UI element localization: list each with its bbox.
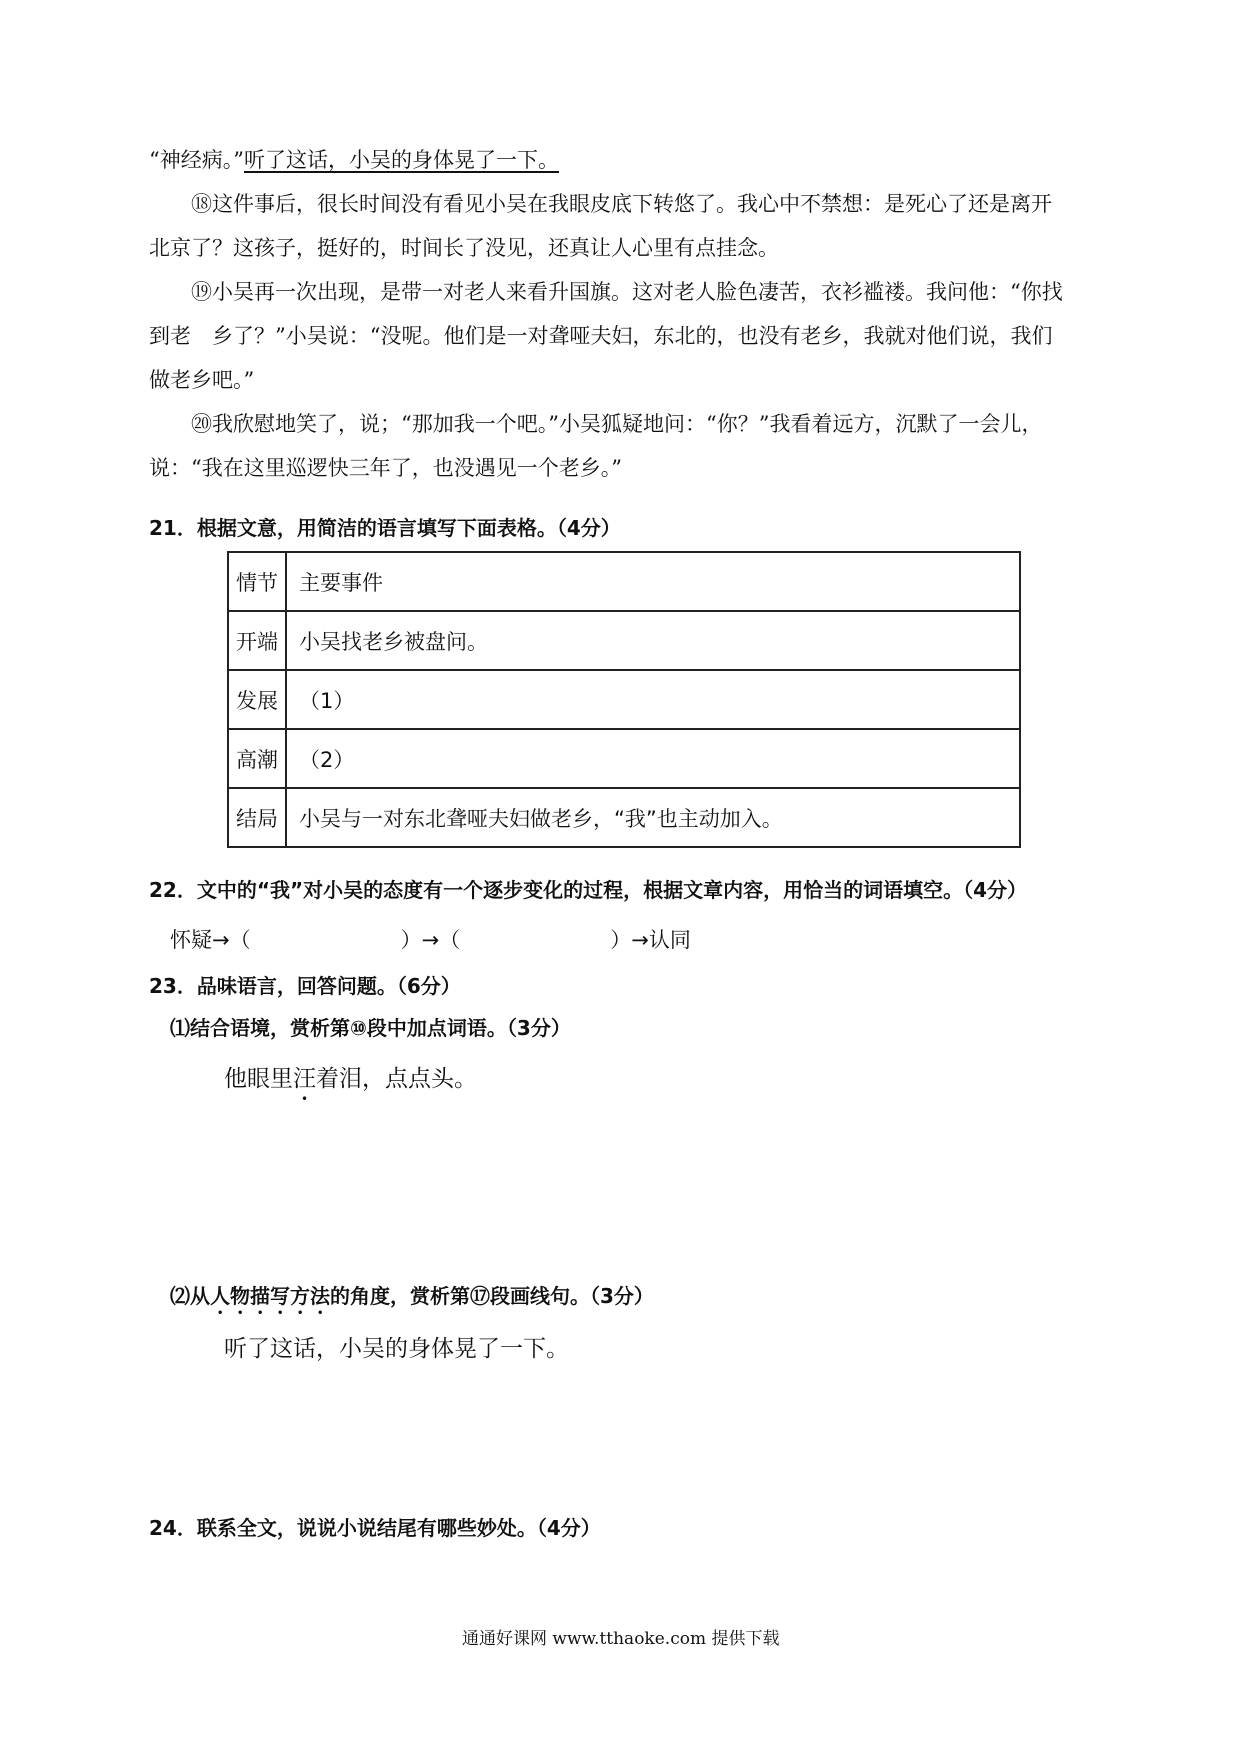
table-row bbox=[228, 611, 1020, 670]
table-header-cell: 主要事件 bbox=[286, 552, 1020, 611]
dotted-word: 汪 bbox=[293, 1066, 316, 1092]
table-cell-event: 小吴与一对东北聋哑夫妇做老乡，“我”也主动加入。 bbox=[286, 788, 1020, 847]
table-cell-stage: 发展 bbox=[228, 670, 286, 729]
sub2-suffix: 的角度，赏析第⑰段画线句。（3分） bbox=[330, 1284, 654, 1308]
quote-text: “神经病。” bbox=[149, 148, 244, 172]
sentence-part: 他眼里 bbox=[224, 1066, 293, 1092]
table-cell-event-blank: （2） bbox=[286, 729, 1020, 788]
table-row bbox=[228, 788, 1020, 847]
chain-end: ）→认同 bbox=[610, 928, 691, 952]
table-row bbox=[228, 729, 1020, 788]
plot-structure-table bbox=[227, 551, 1021, 848]
underlined-sentence: 听了这话，小吴的身体晃了一下。 bbox=[243, 148, 559, 172]
table-cell-stage: 开端 bbox=[228, 611, 286, 670]
chain-mid: ）→（ bbox=[400, 928, 461, 952]
paragraph-18-line-1: ⑱这件事后，很长时间没有看见小吴在我眼皮底下转悠了。我心中不禁想：是死心了还是离开 bbox=[191, 192, 1052, 216]
attitude-chain bbox=[170, 922, 691, 959]
question-23-title: 23．品味语言，回答问题。（6分） bbox=[149, 974, 461, 998]
chain-start: 怀疑→（ bbox=[170, 928, 251, 952]
question-23-sub2 bbox=[170, 1280, 654, 1319]
question-24-title: 24．联系全文，说说小说结尾有哪些妙处。（4分） bbox=[149, 1516, 601, 1540]
question-21-title: 21．根据文意，用简洁的语言填写下面表格。（4分） bbox=[149, 516, 621, 540]
paragraph-19-line-1: ⑲小吴再一次出现，是带一对老人来看升国旗。这对老人脸色凄苦，衣衫褴褛。我问他：“你找 bbox=[191, 280, 1063, 304]
sub2-prefix: ⑵从 bbox=[170, 1284, 210, 1308]
paragraph-20-line-1: ⑳我欣慰地笑了，说；“那加我一个吧。”小吴狐疑地问：“你？”我看着远方，沉默了一会儿， bbox=[191, 412, 1043, 436]
quoted-sentence-1 bbox=[224, 1060, 477, 1106]
paragraph-17-tail bbox=[149, 142, 559, 179]
quoted-sentence-2: 听了这话，小吴的身体晃了一下。 bbox=[224, 1336, 569, 1362]
table-header-cell: 情节 bbox=[228, 552, 286, 611]
paragraph-18-line-2: 北京了？这孩子，挺好的，时间长了没见，还真让人心里有点挂念。 bbox=[149, 236, 779, 260]
question-22-title: 22．文中的“我”对小吴的态度有一个逐步变化的过程，根据文章内容，用恰当的词语填空。（4分） bbox=[149, 878, 1028, 902]
question-23-sub1: ⑴结合语境，赏析第⑩段中加点词语。（3分） bbox=[170, 1016, 571, 1040]
table-cell-stage: 高潮 bbox=[228, 729, 286, 788]
page-footer: 通通好课网 www.tthaoke.com 提供下载 bbox=[462, 1629, 780, 1649]
table-cell-event: 小吴找老乡被盘问。 bbox=[286, 611, 1020, 670]
dotted-phrase: 人物描写方法 bbox=[210, 1284, 330, 1308]
table-cell-stage: 结局 bbox=[228, 788, 286, 847]
paragraph-19-line-3: 做老乡吧。” bbox=[149, 368, 255, 392]
table-cell-event-blank: （1） bbox=[286, 670, 1020, 729]
table-row bbox=[228, 670, 1020, 729]
paragraph-20-line-2: 说：“我在这里巡逻快三年了，也没遇见一个老乡。” bbox=[149, 456, 622, 480]
paragraph-19-line-2: 到老 乡了？”小吴说：“没呢。他们是一对聋哑夫妇，东北的，也没有老乡，我就对他们说，我们 bbox=[149, 324, 1053, 348]
sentence-part: 着泪，点点头。 bbox=[316, 1066, 477, 1092]
table-header-row bbox=[228, 552, 1020, 611]
